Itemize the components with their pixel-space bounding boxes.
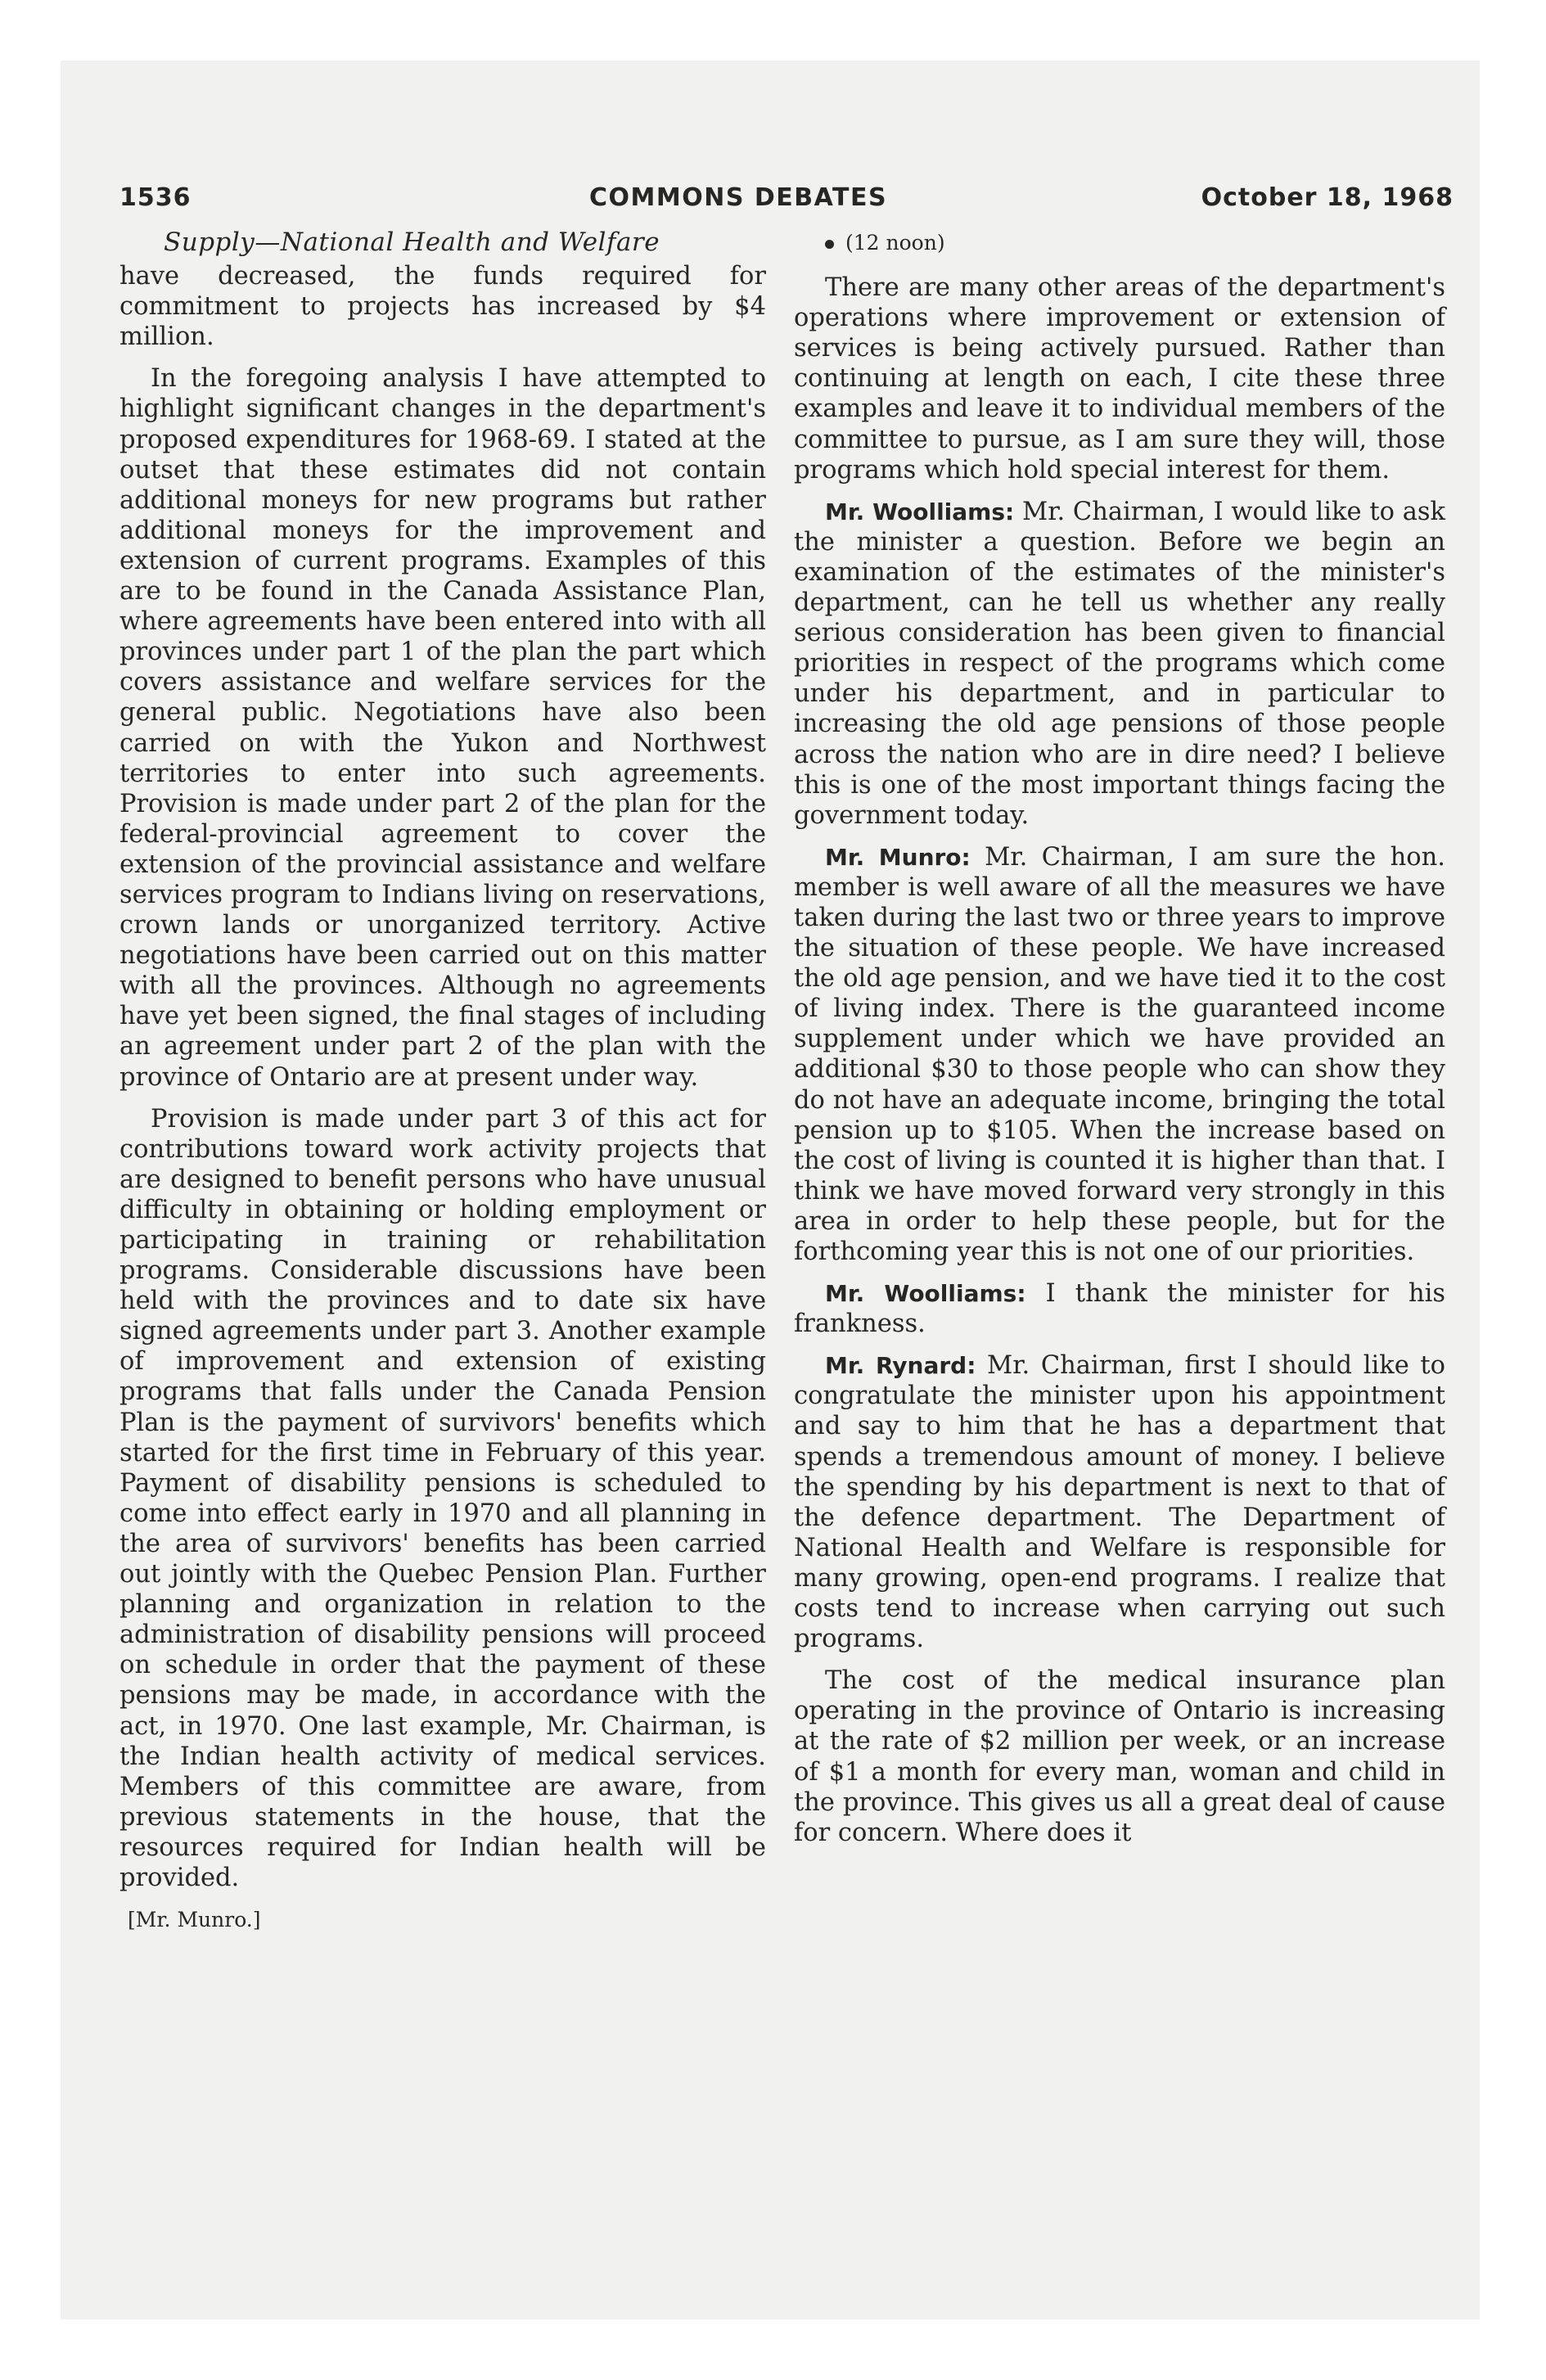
paragraph: Provision is made under part 3 of this act for contributions toward work activity projects that are designed to benefit persons who have unusual difficulty in obtaining or holding employment or participating in training or rehabilitation programs. Considerable discussions have been held with the provinces and to date six have signed agreements under part 3. Another example of improvement and extension of existing programs that falls under the Canada Pension Plan is the payment of survivors' benefits which started for the first time in February of this year. Payment of disability pensions is scheduled to come into effect early in 1970 and all planning in the area of survivors' benefits has been carried out jointly with the Quebec Pension Plan. Further planning and organization in relation to the administration of disability pensions will proceed on schedule in order that the payment of these pensions may be made, in accordance with the act, in 1970. One last example, Mr. Chairman, is the Indian health activity of medical services. Members of this committee are aware, from previous statements in the house, that the resources required for Indian health will be provided. — [119, 1104, 766, 1892]
left-column — [119, 228, 766, 1935]
speech-text: Mr. Chairman, first I should like to congratulate the minister upon his appointment and say to him that he has a department that spends a tremendous amount of money. I believe the spending by his department is next to that of the defence department. The Department of National Health and Welfare is responsible for many growing, open-end programs. I realize that costs tend to increase when carrying out such programs. — [794, 1351, 1445, 1654]
speech — [794, 1350, 1445, 1654]
issue-date: October 18, 1968 — [1201, 183, 1454, 212]
speech-text: I thank the minister for his frankness. — [794, 1279, 1445, 1339]
speaker-attribution: [Mr. Munro.] — [128, 1908, 261, 1932]
section-title: Supply—National Health and Welfare — [164, 228, 660, 257]
speech-text: Mr. Chairman, I am sure the hon. member is well aware of all the measures we have taken during the last two or three years to improve the situation of these people. We have increased the old age pension, and we have tied it to the cost of living index. There is the guaranteed income supplement under which we have provided an additional $30 to those people who can show they do not have an adequate income, bringing the total pension up to $105. When the increase based on the cost of living is counted it is higher than that. I think we have moved forward very strongly in this area in order to help these people, but for the forthcoming year this is not one of our priorities. — [794, 842, 1446, 1266]
paragraph: There are many other areas of the department's operations where improvement or extension of services is being actively pursued. Rather than continuing at length on each, I cite these three examples and leave it to individual members of the committee to pursue, as I am sure they will, those programs which hold special interest for them. — [794, 273, 1445, 485]
paragraph: In the foregoing analysis I have attempted to highlight significant changes in the department's proposed expenditures for 1968-69. I stated at the outset that these estimates did not contain additional moneys for new programs but rather additional moneys for the improvement and extension of current programs. Examples of this are to be found in the Canada Assistance Plan, where agreements have been entered into with all provinces under part 1 of the plan the part which covers assistance and welfare services for the general public. Negotiations have also been carried on with the Yukon and Northwest territories to enter into such agreements. Provision is made under part 2 of the plan for the federal-provincial agreement to cover the extension of the provincial assistance and welfare services program to Indians living on reservations, crown lands or unorganized territory. Active negotiations have been carried out on this matter with all the provinces. Although no agreements have yet been signed, the final stages of including an agreement under part 2 of the plan with the province of Ontario are at present under way. — [119, 364, 766, 1092]
right-column — [794, 228, 1445, 1859]
page-number: 1536 — [119, 183, 192, 212]
speech — [794, 1278, 1445, 1339]
speech-text: Mr. Chairman, I would like to ask the minister a question. Before we begin an examination of the estimates of the minister's department, can he tell us whether any really serious consideration has been given to financial priorities in respect of the programs which come under his department, and in particular to increasing the old age pensions of those people across the nation who are in dire need? I believe this is one of the most important things facing the government today. — [794, 497, 1446, 830]
running-head — [119, 183, 1454, 224]
speech — [794, 497, 1445, 831]
paragraph: have decreased, the funds required for commitment to projects has increased by $4 million. — [119, 262, 766, 352]
speaker-name: Mr. Rynard: — [825, 1352, 976, 1380]
speaker-name: Mr. Woolliams: — [825, 498, 1015, 525]
paragraph: The cost of the medical insurance plan operating in the province of Ontario is increasing at the rate of $2 million per week, or an increase of $1 a month for every man, woman and child in the province. This gives us all a great deal of cause for concern. Where does it — [794, 1666, 1445, 1847]
speech — [794, 842, 1445, 1267]
time-stamp — [794, 228, 1445, 258]
speaker-name: Mr. Woolliams: — [825, 1280, 1026, 1308]
journal-title: COMMONS DEBATES — [589, 183, 888, 212]
time-stamp-text: (12 noon) — [845, 231, 945, 255]
speaker-name: Mr. Munro: — [825, 843, 971, 871]
bullet-icon — [825, 240, 834, 249]
